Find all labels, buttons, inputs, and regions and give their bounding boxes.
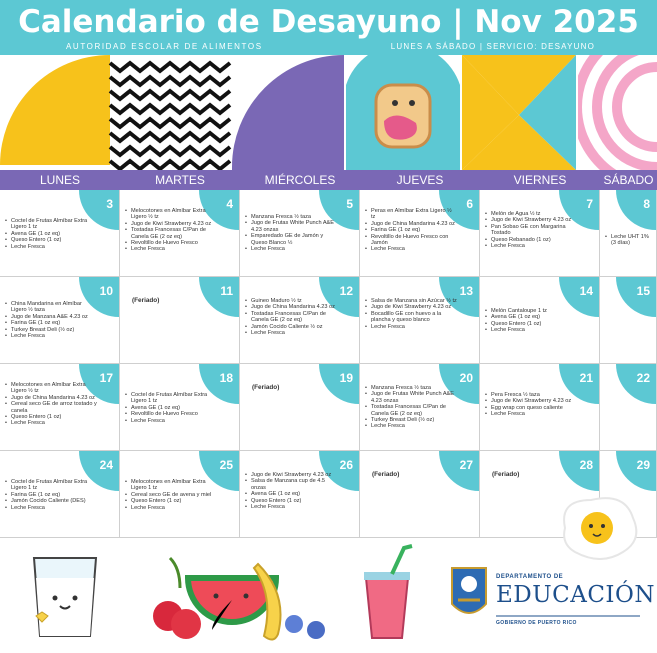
- menu-item: • Leche Fresca: [365, 324, 457, 330]
- menu-list: [245, 298, 337, 336]
- day-number: 12: [339, 284, 353, 298]
- menu-item: • Jugo de China Mandarina 4.23 oz: [5, 395, 97, 401]
- menu-item: • Salsa de Manzana sin Azúcar ½ tz: [365, 298, 457, 304]
- holiday-note: (Feriado): [252, 384, 280, 391]
- day-number-badge: [199, 277, 239, 317]
- menu-item: • Leche Fresca: [245, 246, 337, 252]
- day-cell: [240, 451, 360, 538]
- menu-list: [5, 218, 97, 250]
- menu-list: [125, 479, 217, 511]
- page-title: Calendario de Desayuno | Nov 2025: [18, 4, 639, 40]
- menu-item: • Melocotones en Almíbar Extra Ligero ½ tz: [125, 208, 217, 221]
- menu-item: • Leche Fresca: [485, 411, 577, 417]
- menu-item: • Emparedado GE de Jamón y Queso Blanco ½: [245, 233, 337, 246]
- day-number: 7: [586, 197, 593, 211]
- fruit-sticker: [153, 558, 325, 640]
- day-number: 22: [636, 371, 650, 385]
- decorative-banner: [0, 55, 657, 170]
- puerto-rico-seal-icon: [452, 568, 486, 613]
- day-cell: [120, 364, 240, 451]
- day-martes: MARTES: [155, 173, 205, 187]
- day-cell: [600, 277, 657, 364]
- menu-list: [125, 208, 217, 253]
- menu-list: [5, 301, 97, 339]
- menu-item: • Coctel de Frutas Almíbar Extra Ligero 1 tz: [5, 479, 97, 492]
- menu-item: • Leche Fresca: [485, 327, 577, 333]
- day-cell: [360, 190, 480, 277]
- menu-item: • Melocotones en Almíbar Extra Ligero ½ tz: [5, 382, 97, 395]
- day-cell: [0, 190, 120, 277]
- menu-item: • Leche Fresca: [365, 423, 457, 429]
- day-cell: [0, 451, 120, 538]
- menu-list: [365, 298, 457, 330]
- day-number-badge: [616, 451, 656, 491]
- menu-item: • Leche Fresca: [485, 243, 577, 249]
- day-number-badge: [319, 364, 359, 404]
- menu-item: • Melocotones en Almíbar Extra Ligero 1 tz: [125, 479, 217, 492]
- menu-list: [5, 479, 97, 511]
- day-cell: [480, 364, 600, 451]
- day-number-badge: [616, 190, 656, 230]
- day-number: 6: [466, 197, 473, 211]
- menu-list: [365, 208, 457, 253]
- menu-item: • Coctel de Frutas Almíbar Extra Ligero 1 tz: [5, 218, 97, 231]
- menu-item: • Jugo de Kiwi Strawberry 4.23 oz: [485, 217, 577, 223]
- day-number: 25: [219, 458, 233, 472]
- menu-item: • Queso Entero (1 oz): [125, 498, 217, 504]
- day-number: 19: [339, 371, 353, 385]
- menu-list: [125, 392, 217, 424]
- menu-item: • Jugo de Kiwi Strawberry 4.23 oz: [485, 398, 577, 404]
- day-number: 8: [643, 197, 650, 211]
- day-cell: [360, 364, 480, 451]
- toast-sticker: [376, 85, 430, 147]
- calendar-grid: [0, 190, 657, 538]
- day-number: 14: [579, 284, 593, 298]
- day-number: 21: [579, 371, 593, 385]
- day-cell: [0, 277, 120, 364]
- day-number: 15: [636, 284, 650, 298]
- day-number: 3: [106, 197, 113, 211]
- menu-item: • Jamón Cocido Caliente ½ oz: [245, 324, 337, 330]
- menu-item: • Turkey Breast Deli (½ oz): [5, 327, 97, 333]
- menu-list: [5, 382, 97, 427]
- menu-item: • Leche Fresca: [245, 330, 337, 336]
- menu-item: • Revoltillo de Huevo Fresco: [125, 411, 217, 417]
- menu-item: • Manzana Fresca ½ taza: [245, 214, 337, 220]
- day-number-badge: [559, 451, 599, 491]
- menu-item: • Queso Entero (1 oz): [5, 237, 97, 243]
- menu-item: • Jugo de Kiwi Strawberry 4.23 oz: [125, 221, 217, 227]
- day-cell: [480, 190, 600, 277]
- menu-item: • Queso Rebanado (1 oz): [485, 237, 577, 243]
- header-bar: [0, 0, 657, 55]
- day-cell: [240, 190, 360, 277]
- menu-item: • Leche Fresca: [5, 420, 97, 426]
- menu-item: • Queso Entero (1 oz): [5, 414, 97, 420]
- education-dept-label: DEPARTAMENTO DE: [496, 574, 564, 580]
- day-lunes: LUNES: [39, 173, 80, 187]
- day-number: 27: [459, 458, 473, 472]
- menu-item: • Melón de Agua ½ tz: [485, 211, 577, 217]
- smoothie-sticker: [364, 546, 412, 638]
- menu-item: • Farina GE (1 oz eq): [5, 492, 97, 498]
- day-cell: [480, 277, 600, 364]
- menu-item: • Cereal seco GE de avena y miel: [125, 492, 217, 498]
- education-gov-label: GOBIERNO DE PUERTO RICO: [496, 620, 577, 626]
- day-number-badge: [616, 277, 656, 317]
- menu-item: • Revoltillo de Huevo Fresco: [125, 240, 217, 246]
- menu-list: [245, 214, 337, 252]
- menu-item: • Leche Fresca: [245, 504, 337, 510]
- day-cell: [360, 277, 480, 364]
- menu-item: • Leche UHT 1% (3 días): [605, 234, 652, 247]
- menu-item: • Jamón Cocido Caliente (DES): [5, 498, 97, 504]
- menu-item: • Egg wrap con queso caliente: [485, 405, 577, 411]
- menu-item: • Jugo de China Mandarina 4.23 oz: [245, 304, 337, 310]
- day-cell: [240, 277, 360, 364]
- menu-item: • Leche Fresca: [5, 244, 97, 250]
- menu-list: [485, 211, 577, 249]
- menu-item: • Guineo Maduro ½ tz: [245, 298, 337, 304]
- egg-sticker: [555, 494, 641, 560]
- menu-item: • Farina GE (1 oz eq): [5, 320, 97, 326]
- menu-item: • Avena GE (1 oz eq): [485, 314, 577, 320]
- day-cell: [600, 364, 657, 451]
- day-number: 28: [579, 458, 593, 472]
- menu-item: • Cereal seco GE de arroz tostado y canela: [5, 401, 97, 414]
- day-number: 4: [226, 197, 233, 211]
- menu-item: • Avena GE (1 oz eq): [5, 231, 97, 237]
- menu-item: • Jugo de Manzana A&E 4.23 oz: [5, 314, 97, 320]
- menu-item: • Leche Fresca: [365, 246, 457, 252]
- holiday-note: (Feriado): [372, 471, 400, 478]
- menu-item: • Leche Fresca: [5, 333, 97, 339]
- day-number-badge: [616, 364, 656, 404]
- menu-item: • Jugo de Frutas White Punch A&E 4.23 onzas: [365, 391, 457, 404]
- menu-item: • Avena GE (1 oz eq): [125, 405, 217, 411]
- menu-item: • Pan Sobao GE con Margarina Tostado: [485, 224, 577, 237]
- milk-sticker: [34, 558, 96, 636]
- menu-list: [245, 472, 337, 510]
- menu-item: • Queso Entero (1 oz): [245, 498, 337, 504]
- subtitle-authority: AUTORIDAD ESCOLAR DE ALIMENTOS: [66, 42, 263, 51]
- subtitle-service: LUNES A SÁBADO | SERVICIO: DESAYUNO: [390, 42, 595, 51]
- menu-item: • Salsa de Manzana cup de 4.5 onzas: [245, 478, 337, 491]
- menu-list: [605, 234, 652, 247]
- day-viernes: VIERNES: [513, 173, 567, 187]
- day-cell: [600, 190, 657, 277]
- day-number: 17: [99, 371, 113, 385]
- day-sabado: SÁBADO: [603, 173, 654, 187]
- day-number: 29: [636, 458, 650, 472]
- day-miercoles: MIÉRCOLES: [264, 173, 336, 187]
- menu-item: • Peras en Almíbar Extra Ligero ½ tz: [365, 208, 457, 221]
- menu-item: • Jugo de Kiwi Strawberry 4.23 oz: [365, 304, 457, 310]
- day-number-badge: [439, 451, 479, 491]
- day-cell: [240, 364, 360, 451]
- day-cell: [360, 451, 480, 538]
- menu-item: • Coctel de Frutas Almíbar Extra Ligero 1 tz: [125, 392, 217, 405]
- menu-item: • Farina GE (1 oz eq): [365, 227, 457, 233]
- menu-item: • Melón Cantaloupe 1 tz: [485, 308, 577, 314]
- day-cell: [120, 277, 240, 364]
- day-number: 5: [346, 197, 353, 211]
- menu-item: • Tostadas Francesas C/Pan de Canela GE (2 oz eq): [245, 311, 337, 324]
- education-wordmark: EDUCACIÓN: [496, 582, 655, 608]
- day-number: 26: [339, 458, 353, 472]
- menu-item: • Manzana Fresca ½ taza: [365, 385, 457, 391]
- menu-item: • China Mandarina en Almíbar Ligero ½ taza: [5, 301, 97, 314]
- menu-list: [365, 385, 457, 430]
- day-number: 20: [459, 371, 473, 385]
- menu-item: • Jugo de Frutas White Punch A&E 4.23 onzas: [245, 220, 337, 233]
- menu-item: • Bocadillo GE con huevo a la plancha y queso blanco: [365, 311, 457, 324]
- menu-item: • Turkey Breast Deli (½ oz): [365, 417, 457, 423]
- day-cell: [0, 364, 120, 451]
- menu-item: • Leche Fresca: [125, 246, 217, 252]
- menu-list: [485, 308, 577, 334]
- menu-item: • Avena GE (1 oz eq): [245, 491, 337, 497]
- menu-item: • Tostadas Francesas C/Pan de Canela GE (2 oz eq): [365, 404, 457, 417]
- day-number: 11: [220, 284, 233, 298]
- menu-item: • Jugo de Kiwi Strawberry 4.23 oz: [245, 472, 337, 478]
- day-jueves: JUEVES: [396, 173, 444, 187]
- day-number: 18: [219, 371, 233, 385]
- day-number: 13: [459, 284, 473, 298]
- menu-item: • Pera Fresca ½ taza: [485, 392, 577, 398]
- holiday-note: (Feriado): [132, 297, 160, 304]
- menu-item: • Tostadas Francesas C/Pan de Canela GE (2 oz eq): [125, 227, 217, 240]
- day-number: 10: [99, 284, 113, 298]
- day-number: 24: [99, 458, 113, 472]
- menu-item: • Leche Fresca: [125, 505, 217, 511]
- menu-item: • Jugo de China Mandarina 4.23 oz: [365, 221, 457, 227]
- day-cell: [120, 451, 240, 538]
- holiday-note: (Feriado): [492, 471, 520, 478]
- menu-item: • Leche Fresca: [125, 418, 217, 424]
- day-cell: [120, 190, 240, 277]
- menu-item: • Leche Fresca: [5, 505, 97, 511]
- menu-list: [485, 392, 577, 418]
- menu-item: • Queso Entero (1 oz): [485, 321, 577, 327]
- menu-item: • Revoltillo de Huevo Fresco con Jamón: [365, 234, 457, 247]
